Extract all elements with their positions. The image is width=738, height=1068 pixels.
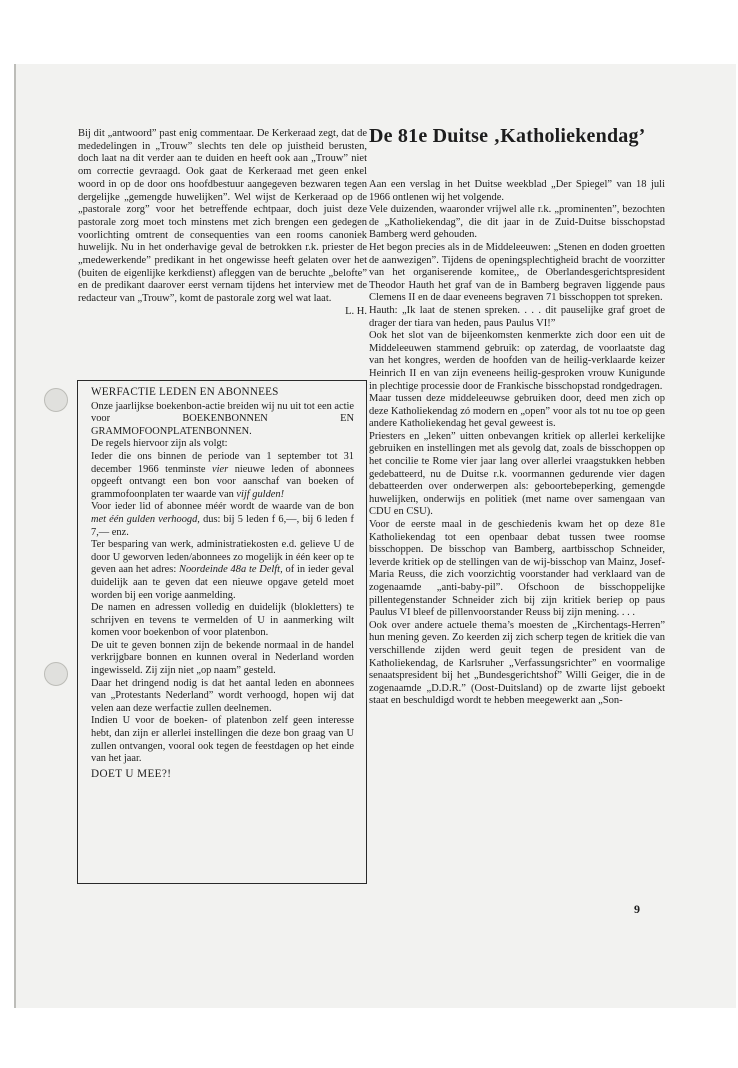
article-title: De 81e Duitse ‚Katholiekendag’ xyxy=(369,125,646,147)
box-paragraph-reward xyxy=(91,451,354,501)
page-number: 9 xyxy=(634,902,640,916)
box-paragraph-rules: De regels hiervoor zijn als volgt: xyxy=(91,438,228,450)
commentary-paragraph: Bij dit „antwoord” past enig commentaar. De Kerkeraad zegt, dat de mededelingen in „Trouw” slechts ten dele op juistheid berusten, doch laat na dit verder aan te duiden en heeft ook aan „Trouw” niet om correctie gevraagd. Ook gaat de Kerkeraad met geen enkel woord in op de door ons hoofdbestuur aangegeven bezwaren tegen dergelijke „gemengde huwelijken”. Wel wijst de Kerkeraad op de „pastorale zorg” voor het betreffende echtpaar, doch juist deze pastorale zorg moet toch minstens met zich brengen een gedegen voorlichting omtrent de consequenties van een rooms canoniek huwelijk. Nu in het onderhavige geval de betrokken r.k. priester de „medewerkende” predikant in het ongewisse heeft gelaten over het (buiten de eigenlijke kerkdienst) afleggen van de beruchte „belofte” en de predikant daarover eerst vernam tijdens het interview met de redacteur van „Trouw”, komt de pastorale zorg wel wat laat. xyxy=(78,128,367,305)
box-heading: WERFACTIE LEDEN EN ABONNEES xyxy=(91,386,279,398)
address-text-cont: of in ieder geval duidelijk aan te geven dat een nieuwe opgave geteld moet worden bij een vorige aanmelding. xyxy=(91,564,354,601)
left-column xyxy=(78,128,367,319)
increment-text-cont: dus: bij 5 leden f 6,—, bij 6 leden f 7,— enz. xyxy=(91,513,354,538)
punch-hole-icon xyxy=(44,662,68,686)
punch-hole-icon xyxy=(44,388,68,412)
box-paragraph-increment xyxy=(91,501,354,539)
article-paragraph: Aan een verslag in het Duitse weekblad „Der Spiegel” van 18 juli 1966 ontlenen wij het volgende. xyxy=(369,179,665,203)
page-spine-edge xyxy=(14,64,16,1008)
article-paragraph: Priesters en „leken” uitten onbevangen kritiek op allerlei kerkelijke gebruiken en instellingen met als gevolg dat, zoals de bisschoppen op het concilie te Rome vier jaar lang over allerlei vraagstukken hebben gedebatteerd, nu de Duitse r.k. voormannen gedurende vier dagen debatteerden over onderwerpen als: geboortebeperking, gemengde huwelijken, onderwijs en politiek (met name over samengaan van CDU en CSU). xyxy=(369,430,665,518)
article-paragraph: Vele duizenden, waaronder vrijwel alle r.k. „prominenten”, bezochten de „Katholiekendag”, die dit jaar in de Zuid-Duitse bisschopstad Bamberg werd gehouden. xyxy=(369,204,665,241)
box-call-to-action: DOET U MEE?! xyxy=(91,767,172,780)
box-paragraph-intro: Onze jaarlijkse boekenbon-actie breiden wij nu uit tot een actie voor BOEKENBONNEN EN GRAMMOFOONPLATENBONNEN. xyxy=(91,400,354,437)
article-paragraph: Hauth: „Ik laat de stenen spreken. . . . dit pauselijke graf groet de drager der tiara van heden, paus Paulus VI!” xyxy=(369,304,665,329)
article-paragraph: Ook het slot van de bijeenkomsten kenmerkte zich door een uit de Middeleeuwen stammend gebruik: op zaterdag, de voorlaatste dag van het kongres, werden de hoofden van de heilig-verklaarde keizer Heinrich II en van zijn eveneens heilig-gesproken vrouw Kunigunde in plechtige processie door de Frankische bisschopstad rondgedragen. xyxy=(369,330,665,392)
article-paragraph: Voor de eerste maal in de geschiedenis kwam het op deze 81e Katholiekendag tot een openbaar debat tussen twee roomse bisschoppen. De bisschop van Bamberg, aartbisschop Schneider, leverde kritiek op de stellingen van de wij-bisschop van Mainz, Josef-Maria Reuss, die zich voorzichtig voorstander had verklaard van de zogenaamde „anti-baby-pil”. Ofschoon de bisschoppelijke pillentegenstander Schneider zich bij zijn kritiek beriep op paus Paulus VI bleef de pillenvoorstander Reuss bij zijn mening. . . . xyxy=(369,519,665,619)
right-column xyxy=(369,124,665,708)
article-paragraph: Ook over andere actuele thema’s moesten de „Kirchentags-Herren” hun mening geven. Zo keerden zij zich scherp tegen de kritiek die van verschillende zijden werd geuit tegen de president van de Katholiekendag, de Karlsruher „Verfassungsrichter” en voormalige senaatspresident bij het „Bundesgerichtshof” Willi Geiger, die in de zogenaamde „D.D.R.” (Oost-Duitsland) op de zwarte lijst geboekt staat en beschuldigd wordt te hebben meegewerkt aan „Son- xyxy=(369,619,665,707)
increment-text: Voor ieder lid of abonnee méér wordt de waarde van de bon xyxy=(91,501,354,513)
reward-text-cont: nieuwe leden of abonnees opgeeft ontvangt een bon voor aanschaf van boeken of grammofoonplaten ter waarde van xyxy=(91,463,354,500)
article-paragraph: Maar tussen deze middeleeuwse gebruiken door, deed men zich op deze Katholiekendag zó modern en „open” voor als tot nu toe op geen andere Katholiekendag het geval geweest is. xyxy=(369,393,665,430)
reward-emphasis-count: vier xyxy=(212,463,229,475)
author-signature: L. H. xyxy=(345,305,367,317)
box-paragraph-address xyxy=(91,539,354,602)
address-text: Ter besparing van werk, administratiekosten e.d. gelieve U de door U geworven leden/abonnees zo mogelijk in één keer op te geven aan het adres: xyxy=(91,539,354,576)
box-paragraph-names: De namen en adressen volledig en duidelijk (blokletters) te schrijven en tevens te vermelden of U in aanmerking wilt komen voor boekenbon of voor platenbon. xyxy=(91,602,354,639)
reward-emphasis-value: vijf gulden! xyxy=(236,488,285,500)
address-emphasis: Noordeinde 48a te Delft, xyxy=(179,564,283,576)
reward-text: Ieder die ons binnen de periode van 1 september tot 31 december 1966 tenminste xyxy=(91,450,354,475)
increment-emphasis: met één gulden verhoogd, xyxy=(91,513,200,525)
article-paragraph: Het begon precies als in de Middeleeuwen: „Stenen en doden groetten de aanwezigen”. Tijdens de openingsplechtigheid bracht de voorzitter van het organiserende komitee,, de Oberlandesgerichtspresident Theodor Hauth het graf van de in Bamberg begraven liggende paus Clemens II en de daar eveneens begraven 71 bisschoppen tot spreken. xyxy=(369,241,665,304)
box-paragraph-donation: Indien U voor de boeken- of platenbon zelf geen interesse hebt, dan zijn er allerlei instellingen die deze bon graag van U zullen ontvangen, vooral ook tegen de feestdagen op het einde van het jaar. xyxy=(91,715,354,765)
box-paragraph-urgency: Daar het dringend nodig is dat het aantal leden en abonnees van „Protestants Nederland” wordt verhoogd, hopen wij dat velen aan deze werfactie zullen deelnemen. xyxy=(91,677,354,714)
recruitment-campaign-box xyxy=(77,380,367,884)
box-paragraph-vouchers: De uit te geven bonnen zijn de bekende normaal in de handel verkrijgbare bonnen en kunnen overal in Nederland worden ingewisseld. Zij zijn niet „op naam” gesteld. xyxy=(91,639,354,677)
